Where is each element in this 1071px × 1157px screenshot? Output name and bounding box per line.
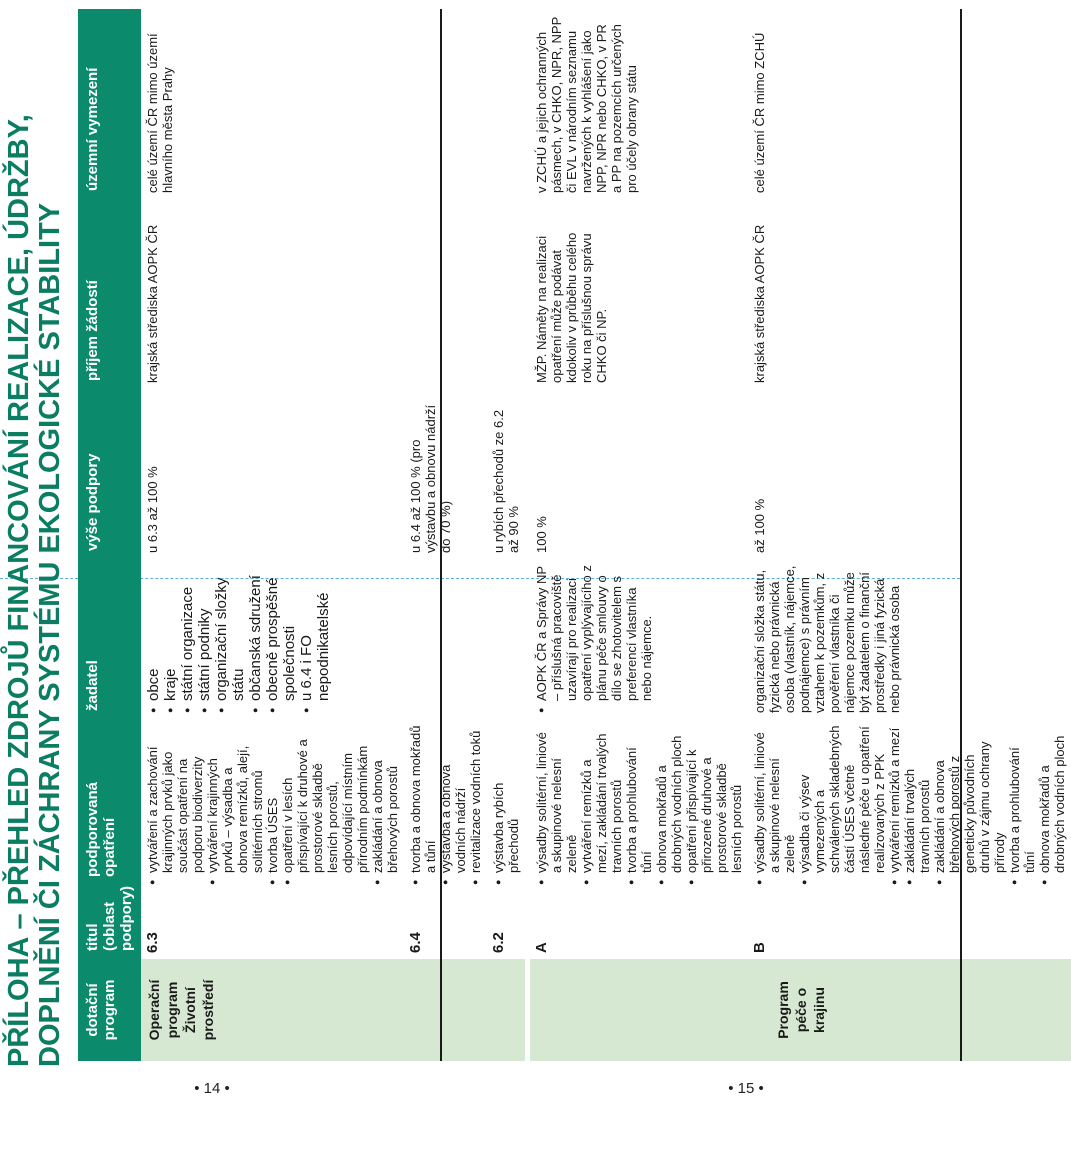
list-item: ● výstavba a obnova vodních nádrží — [438, 725, 468, 885]
ppk-table — [530, 9, 1071, 1061]
op-uzemi: celé území ČR mimo území hlavního města Prahy — [145, 33, 175, 193]
op-zp-table — [78, 9, 525, 1061]
header-titul — [78, 719, 141, 959]
prijem-a: MŽP. Náměty na realizaci opatření může podávat kdokoliv v průběhu celého roku na příslušnou správu CHKO či NP. — [534, 232, 609, 383]
header-program: dotační program — [78, 959, 141, 1061]
measures-b — [748, 719, 1071, 891]
list-item: ● obnova mokřadů a drobných vodních ploch — [654, 725, 684, 885]
list-item: ● obecně prospěšné společnosti — [264, 565, 298, 713]
list-item: ● tvorba a prohlubování tůní — [1007, 725, 1037, 885]
applicant-b: organizační složka státu, fyzická nebo právnická osoba (vlastník, nájemce, podnájemce) s právním vztahem k pozemkům, z pověření vlastníka či nájemce pozemku může být žadatelem o finanční prostředky i jiná fyzická nebo právnická osoba — [752, 565, 902, 713]
op-prijem: krajská střediska AOPK ČR — [145, 224, 160, 383]
list-item: ● výsadby solitérní, liniové a skupinové nelesní zeleně — [752, 725, 797, 885]
list-item: ● zakládání trvalých travních porostů — [902, 725, 932, 885]
list-item: ● výsadby solitérní, liniové a skupinové nelesní zeleně — [534, 725, 579, 885]
list-item: ● vytváření remízků a mezí — [887, 725, 902, 885]
applicants-a — [530, 559, 748, 719]
code-b: B — [751, 942, 768, 953]
list-item: ● tvorba a obnova mokřadů a tůní — [408, 725, 438, 885]
list-item: ● zakládání a obnova břehových porostů z geneticky původních druhů v zájmu ochrany přírody — [932, 725, 1007, 885]
vyse-a: 100 % — [534, 516, 549, 553]
code-6-2: 6.2 — [490, 932, 507, 953]
list-item: ● zakládání a obnova břehových porostů — [370, 725, 400, 885]
list-item: ● občanská sdružení — [247, 565, 264, 713]
list-item: ● vytváření remízků a mezí, zakládání trvalých travních porostů — [579, 725, 624, 885]
header-zadatel: žadatel — [78, 559, 141, 719]
prijem-b: krajská střediska AOPK ČR — [752, 224, 767, 383]
ppk-row-a — [530, 9, 748, 1061]
op-applicants — [141, 559, 525, 719]
list-item: ● vytváření a zachování krajinných prvků jako součást opatření na podporu biodiverzity — [145, 725, 205, 885]
page-title: PŘÍLOHA – PŘEHLED ZDROJŮ FINANCOVÁNÍ REALIZACE, ÚDRŽBY, DOPLNĚNÍ ČI ZÁCHRANY SYSTÉMU EKOLOGICKÉ STABILITY — [3, 114, 66, 1067]
page-number-left: • 14 • — [194, 1080, 230, 1097]
table-bottom-line — [440, 9, 442, 1061]
list-item: ● u 6.4 i FO nepodnikatelské — [298, 565, 332, 713]
list-item: ● AOPK ČR a Správy NP – příslušná pracoviště uzavírají pro realizaci opatření vyplývajícího z plánu péče smlouvy o dílo se zhotovitelem s preferencí vlastníka nebo nájemce. — [534, 565, 654, 713]
vyse-6-4: u 6.4 až 100 % (pro výstavbu a obnovu nádrží do 70 %) — [408, 404, 453, 553]
measures-6-4 — [404, 719, 487, 891]
page-number-right: • 15 • — [728, 1080, 764, 1097]
code-a: A — [533, 942, 550, 953]
header-opatreni-text: podporovaná opatření — [84, 781, 118, 877]
ppk-row-b — [748, 9, 1071, 1061]
list-item: ● organizační složky státu — [213, 565, 247, 713]
measures-6-2 — [487, 719, 525, 891]
list-item: ● tvorba a prohlubování tůní — [624, 725, 654, 885]
list-item: ● výstavba rybích přechodů — [491, 725, 521, 885]
measures-6-3 — [141, 719, 404, 891]
header-prijem: příjem žádostí — [78, 199, 141, 389]
op-row — [141, 9, 404, 1061]
list-item: ● státní podniky — [196, 565, 213, 713]
list-item: ● tvorba ÚSES — [265, 725, 280, 885]
table-bottom-line — [960, 9, 962, 1061]
list-item: ● vytváření krajinných prvků – výsadba a obnova remízků, alejí, solitérních stromů — [205, 725, 265, 885]
list-item: ● státní organizace — [179, 565, 196, 713]
vyse-6-3: u 6.3 až 100 % — [145, 466, 160, 553]
measures-a — [530, 719, 748, 891]
vyse-6-2: u rybích přechodů ze 6.2 až 90 % — [491, 409, 521, 553]
program-name-op: Operační program Životní prostředí — [141, 959, 525, 1061]
list-item: ● opatření přispívající k přirozené druhové a prostorové skladbě lesních porostů — [684, 725, 744, 885]
vyse-b: až 100 % — [752, 498, 767, 553]
list-item: ● opatření v lesích přispívající k druhové a prostorové skladbě lesních porostů, odpovídající místním přírodním podmínkám — [280, 725, 370, 885]
header-titul-text: titul (oblast podpory) — [84, 886, 135, 951]
code-6-4: 6.4 — [407, 932, 424, 953]
code-6-3: 6.3 — [144, 932, 161, 953]
program-name-ppk: Program péče o krajinu — [530, 959, 1071, 1061]
list-item: ● revitalizace vodních toků — [468, 725, 483, 885]
uzemi-b: celé území ČR mimo ZCHÚ — [752, 32, 767, 193]
list-item: ● výsadba či výsev vymezených a schválených skladebných částí ÚSES včetně následné péče u opatření realizovaných z PPK — [797, 725, 887, 885]
header-row — [78, 9, 141, 1061]
list-item: ● obnova mokřadů a drobných vodních ploch — [1037, 725, 1067, 885]
uzemi-a: v ZCHÚ a jejich ochranných pásmech, v CHKO, NPR, NPP či EVL v národním seznamu navržených k vyhlášení jako NPP, NPR nebo CHKO, v PR a PP na pozemcích určených pro účely obrany státu — [534, 16, 639, 193]
list-item: ● obce — [145, 565, 162, 713]
header-vyse: výše podpory — [78, 389, 141, 559]
header-uzemi: územní vymezení — [78, 9, 141, 199]
list-item: ● kraje — [162, 565, 179, 713]
